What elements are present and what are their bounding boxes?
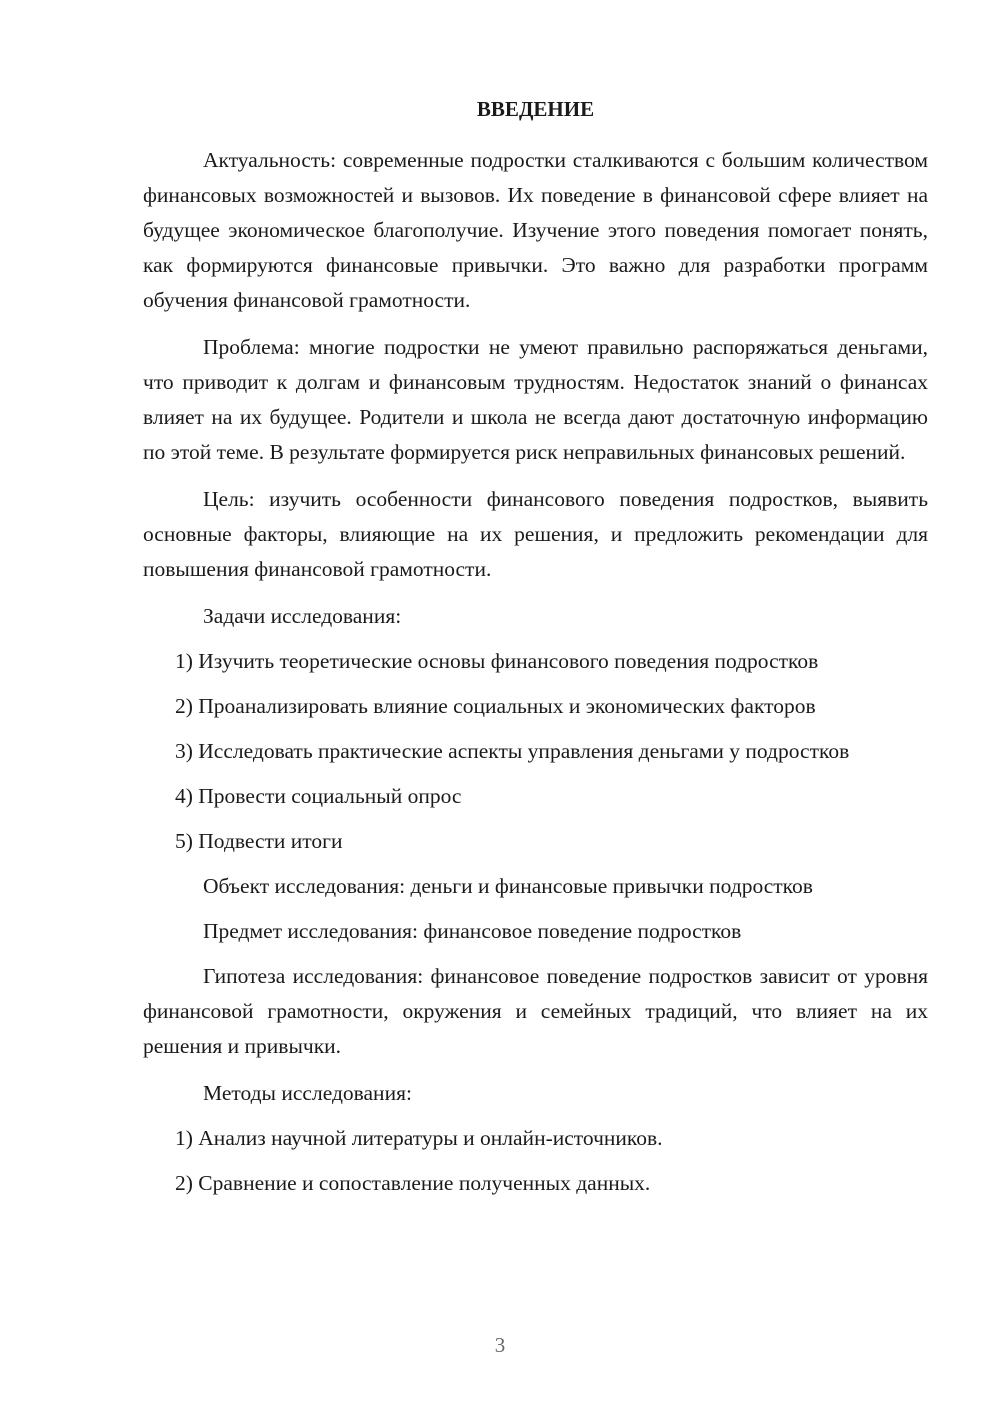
task-item: 5) Подвести итоги <box>175 829 343 853</box>
methods-heading: Методы исследования: <box>203 1081 412 1105</box>
research-hypothesis: Гипотеза исследования: финансовое поведение подростков зависит от уровня финансовой грамотности, окружения и семейных традиций, что влияет на их решения и привычки. <box>143 964 928 1058</box>
tasks-heading: Задачи исследования: <box>203 604 402 628</box>
task-item: 4) Провести социальный опрос <box>175 784 462 808</box>
research-object: Объект исследования: деньги и финансовые привычки подростков <box>203 874 813 898</box>
paragraph-goal: Цель: изучить особенности финансового поведения подростков, выявить основные факторы, влияющие на их решения, и предложить рекомендации для повышения финансовой грамотности. <box>143 487 928 581</box>
task-item: 2) Проанализировать влияние социальных и экономических факторов <box>175 694 816 718</box>
task-item: 3) Исследовать практические аспекты управления деньгами у подростков <box>175 739 850 763</box>
document-page <box>143 92 928 1211</box>
paragraph-problem: Проблема: многие подростки не умеют правильно распоряжаться деньгами, что приводит к долгам и финансовым трудностям. Недостаток знаний о финансах влияет на их будущее. Родители и школа не всегда дают достаточную информацию по этой теме. В результате формируется риск неправильных финансовых решений. <box>143 335 928 464</box>
paragraph-relevance: Актуальность: современные подростки сталкиваются с большим количеством финансовых возможностей и вызовов. Их поведение в финансовой сфере влияет на будущее экономическое благополучие. Изучение этого поведения помогает понять, как формируются финансовые привычки. Это важно для разработки программ обучения финансовой грамотности. <box>143 148 928 312</box>
task-item: 1) Изучить теоретические основы финансового поведения подростков <box>175 649 819 673</box>
section-title: ВВЕДЕНИЕ <box>476 97 595 121</box>
method-item: 1) Анализ научной литературы и онлайн-источников. <box>175 1126 663 1150</box>
page-number: 3 <box>494 1333 506 1357</box>
research-subject: Предмет исследования: финансовое поведение подростков <box>203 919 742 943</box>
method-item: 2) Сравнение и сопоставление полученных данных. <box>175 1171 651 1195</box>
